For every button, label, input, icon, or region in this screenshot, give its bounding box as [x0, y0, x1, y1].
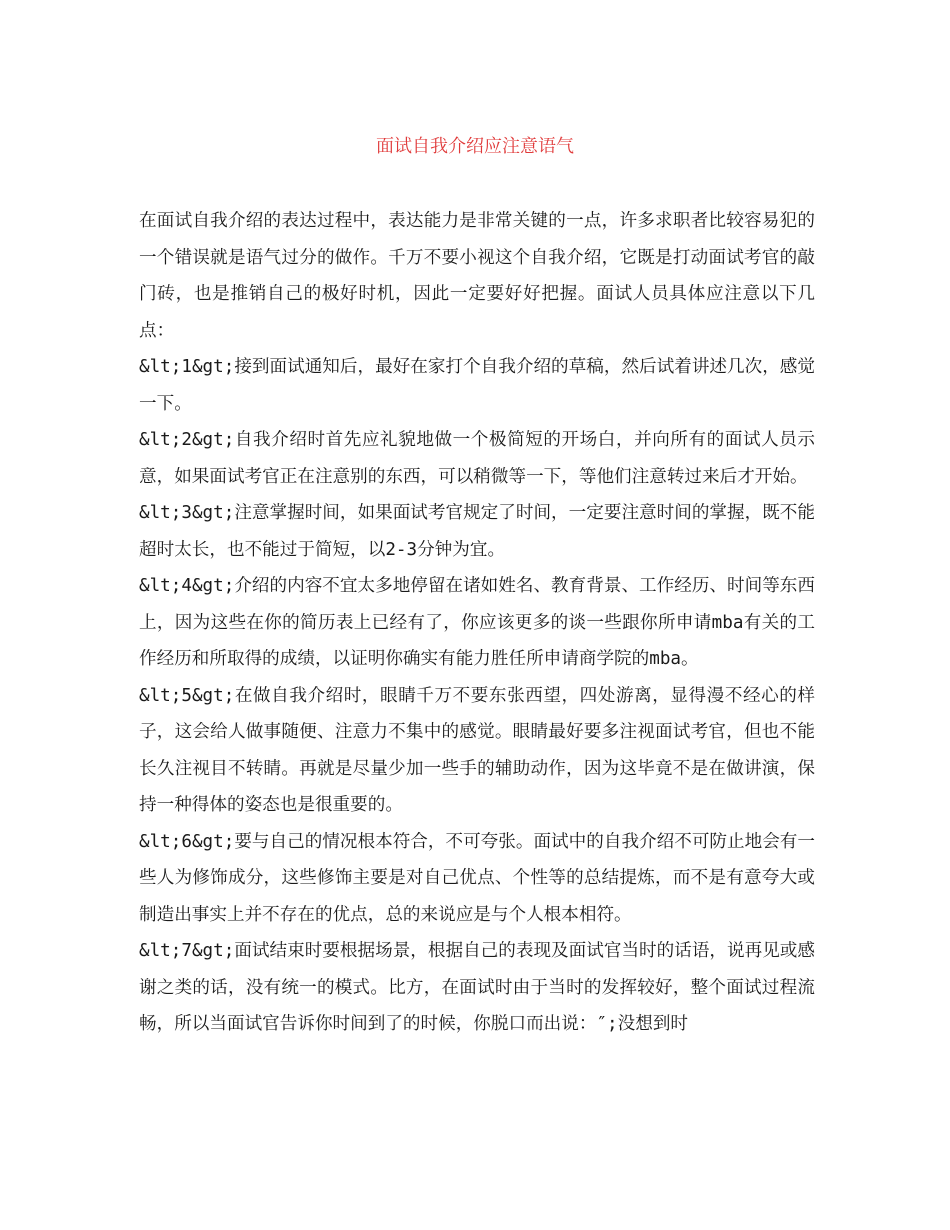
document-body [139, 203, 815, 1043]
paragraph-point-6: &lt;6&gt;要与自己的情况根本符合，不可夸张。面试中的自我介绍不可防止地会有一些人为修饰成分，这些修饰主要是对自己优点、个性等的总结提炼，而不是有意夸大或制造出事实上并不存在的优点，总的来说应是与个人根本相符。 [139, 831, 815, 925]
paragraph-point-2: &lt;2&gt;自我介绍时首先应礼貌地做一个极简短的开场白，并向所有的面试人员示意，如果面试考官正在注意别的东西，可以稍微等一下，等他们注意转过来后才开始。 [139, 430, 815, 487]
paragraph-point-3: &lt;3&gt;注意掌握时间，如果面试考官规定了时间，一定要注意时间的掌握，既不能超时太长，也不能过于简短，以2-3分钟为宜。 [139, 503, 815, 560]
paragraph-point-7: &lt;7&gt;面试结束时要根据场景，根据自己的表现及面试官当时的话语，说再见或感谢之类的话，没有统一的模式。比方，在面试时由于当时的发挥较好，整个面试过程流畅，所以当面试官告诉你时间到了的时候，你脱口而出说：″;没想到时 [139, 941, 815, 1034]
document-title: 面试自我介绍应注意语气 [376, 136, 574, 157]
paragraph-point-5: &lt;5&gt;在做自我介绍时，眼睛千万不要东张西望，四处游离，显得漫不经心的样子，这会给人做事随便、注意力不集中的感觉。眼睛最好要多注视面试考官，但也不能长久注视目不转睛。再就是尽量少加一些手的辅助动作，因为这毕竟不是在做讲演，保持一种得体的姿态也是很重要的。 [139, 685, 815, 815]
paragraph-point-4: &lt;4&gt;介绍的内容不宜太多地停留在诸如姓名、教育背景、工作经历、时间等东西上，因为这些在你的简历表上已经有了，你应该更多的谈一些跟你所申请mba有关的工作经历和所取得的成绩，以证明你确实有能力胜任所申请商学院的mba。 [139, 576, 815, 669]
paragraph-point-1: &lt;1&gt;接到面试通知后，最好在家打个自我介绍的草稿，然后试着讲述几次，感觉一下。 [139, 357, 815, 414]
paragraph-intro: 在面试自我介绍的表达过程中，表达能力是非常关键的一点，许多求职者比较容易犯的一个错误就是语气过分的做作。千万不要小视这个自我介绍，它既是打动面试考官的敲门砖，也是推销自己的极好时机，因此一定要好好把握。面试人员具体应注意以下几点： [139, 211, 815, 341]
